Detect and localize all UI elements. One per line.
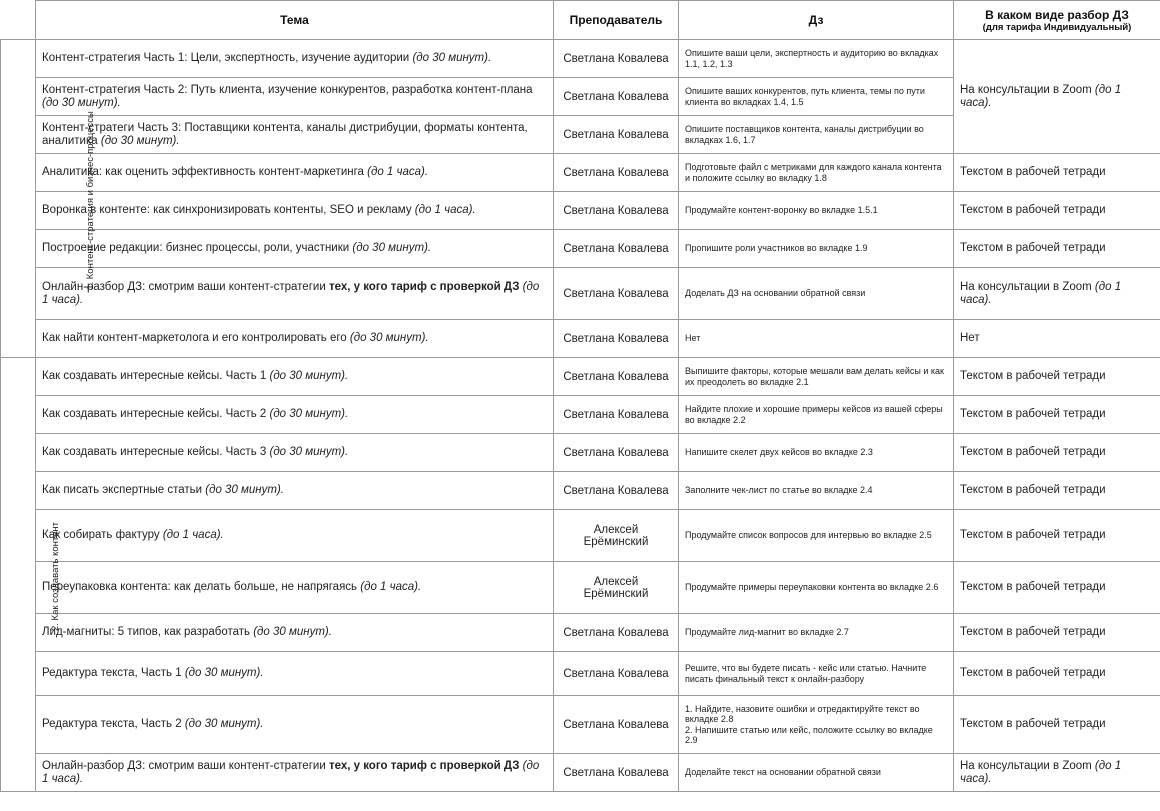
- homework-text: Продумайте контент-воронку во вкладке 1.5.1: [685, 205, 878, 216]
- review-format-text: Текстом в рабочей тетради: [960, 529, 1106, 541]
- topic-duration: (до 30 минут).: [42, 96, 121, 109]
- section-label-cell: [1, 358, 62, 792]
- homework-cell: [679, 472, 954, 510]
- topic-text: Как создавать интересные кейсы. Часть 1: [42, 370, 267, 382]
- teacher-name: Светлана Ковалева: [563, 332, 669, 345]
- homework-text: Выпишите факторы, которые мешали вам делать кейсы и как их преодолеть во вкладке 2.1: [685, 366, 944, 387]
- homework-text: Нет: [685, 333, 701, 344]
- topic-text: Редактура текста, Часть 2: [42, 718, 182, 730]
- teacher-cell: [554, 510, 679, 562]
- review-format-text: Текстом в рабочей тетради: [960, 484, 1106, 496]
- review-format-text: Текстом в рабочей тетради: [960, 667, 1106, 679]
- teacher-name: Светлана Ковалева: [563, 166, 669, 179]
- homework-cell: [679, 154, 954, 192]
- teacher-cell: [554, 78, 679, 116]
- topic-duration: (до 1 часа).: [367, 166, 429, 178]
- table-row: [1, 396, 1160, 434]
- teacher-cell: [554, 192, 679, 230]
- review-format-text: Текстом в рабочей тетради: [960, 626, 1106, 638]
- review-format-text: На консультации в Zoom: [960, 83, 1092, 96]
- topic-duration: (до 30 минут).: [269, 370, 349, 382]
- table-row: [1, 754, 1160, 792]
- homework-cell: [679, 562, 954, 614]
- homework-text: Решите, что вы будете писать - кейс или статью. Начните писать финальный текст к онлайн-разбору: [685, 663, 927, 684]
- topic-text: Контент-стратегия Часть 1: Цели, экспертность, изучение аудитории: [42, 52, 410, 64]
- teacher-name: Светлана Ковалева: [563, 52, 669, 65]
- review-format-cell: [954, 614, 1160, 652]
- review-format-text: Текстом в рабочей тетради: [960, 242, 1106, 254]
- homework-text: Доделать ДЗ на основании обратной связи: [685, 288, 866, 299]
- topic-text: Как писать экспертные статьи: [42, 484, 203, 496]
- homework-cell: [679, 40, 954, 78]
- topic-duration: (до 30 минут).: [184, 667, 264, 679]
- review-format-cell: [954, 40, 1160, 154]
- review-format-duration: (до 1 часа).: [960, 83, 1122, 109]
- homework-text: Пропишите роли участников во вкладке 1.9: [685, 243, 868, 254]
- header-row: [1, 1, 1160, 40]
- review-format-text: Нет: [960, 332, 980, 344]
- homework-text: Продумайте лид-магнит во вкладке 2.7: [685, 627, 849, 638]
- review-format-cell: [954, 696, 1160, 754]
- homework-text: Подготовьте файл с метриками для каждого канала контента и положите ссылку во вкладку 1.8: [685, 162, 942, 183]
- table-row: [1, 358, 1160, 396]
- homework-text: Напишите скелет двух кейсов во вкладке 2.3: [685, 447, 873, 458]
- topic-text: Онлайн-разбор ДЗ: смотрим ваши контент-стратегии: [42, 759, 326, 772]
- teacher-name: Светлана Ковалева: [563, 446, 669, 459]
- topic-text: Как собирать фактуру: [42, 529, 160, 541]
- homework-cell: [679, 320, 954, 358]
- teacher-cell: [554, 40, 679, 78]
- topic-cell: [36, 434, 554, 472]
- topic-text: Как найти контент-маркетолога и его контролировать его: [42, 332, 347, 344]
- homework-cell: [679, 396, 954, 434]
- section-label: 2. Как создавать контент: [50, 521, 62, 631]
- teacher-name: Светлана Ковалева: [563, 204, 669, 217]
- topic-duration: (до 1 часа).: [42, 280, 540, 306]
- topic-cell: [36, 472, 554, 510]
- table-row: [1, 268, 1160, 320]
- teacher-cell: [554, 116, 679, 154]
- teacher-name: Светлана Ковалева: [563, 408, 669, 421]
- teacher-name: Светлана Ковалева: [563, 128, 669, 141]
- review-format-cell: [954, 562, 1160, 614]
- topic-text: Онлайн-разбор ДЗ: смотрим ваши контент-стратегии: [42, 280, 326, 293]
- review-format-cell: [954, 472, 1160, 510]
- table-row: [1, 652, 1160, 696]
- teacher-name: Светлана Ковалева: [563, 766, 669, 779]
- topic-cell: [36, 754, 554, 792]
- topic-duration: (до 30 минут).: [412, 52, 492, 64]
- table-row: [1, 434, 1160, 472]
- table-row: [1, 230, 1160, 268]
- teacher-cell: [554, 434, 679, 472]
- homework-text: Найдите плохие и хорошие примеры кейсов из вашей сферы во вкладке 2.2: [685, 404, 943, 425]
- teacher-cell: [554, 614, 679, 652]
- topic-duration: (до 30 минут).: [205, 484, 284, 496]
- teacher-name: Светлана Ковалева: [563, 667, 669, 680]
- topic-duration: (до 30 минут).: [100, 134, 180, 147]
- topic-duration: (до 30 минут).: [349, 332, 429, 344]
- topic-text: Аналитика: как оценить эффективность контент-маркетинга: [42, 166, 364, 178]
- homework-text: Продумайте примеры переупаковки контента во вкладке 2.6: [685, 582, 939, 593]
- review-format-cell: [954, 268, 1160, 320]
- review-format-subtitle: (для тарифа Индивидуальный): [982, 21, 1132, 33]
- homework-text: Заполните чек-лист по статье во вкладке 2.4: [685, 485, 873, 496]
- topic-duration: (до 1 часа).: [414, 204, 476, 216]
- table-body: [1, 40, 1160, 792]
- topic-cell: [36, 358, 554, 396]
- topic-cell: [36, 78, 554, 116]
- topic-cell: [36, 268, 554, 320]
- review-format-cell: [954, 652, 1160, 696]
- topic-duration: (до 1 часа).: [360, 581, 422, 593]
- review-format-text: Текстом в рабочей тетради: [960, 581, 1106, 593]
- review-format-text: Текстом в рабочей тетради: [960, 166, 1106, 178]
- teacher-name: Алексей Ерёминский: [583, 575, 649, 600]
- review-format-text: На консультации в Zoom: [960, 280, 1092, 293]
- homework-text: Доделайте текст на основании обратной связи: [685, 767, 881, 778]
- homework-cell: [679, 230, 954, 268]
- topic-highlight: тех, у кого тариф с проверкой ДЗ: [328, 759, 520, 772]
- review-format-header: [954, 1, 1160, 40]
- homework-text: 1. Найдите, назовите ошибки и отредактируйте текст во вкладке 2.8 2. Напишите статью или кейс, положите ссылку во вкладке 2.9: [685, 703, 933, 745]
- review-format-cell: [954, 320, 1160, 358]
- review-format-text: Текстом в рабочей тетради: [960, 204, 1106, 216]
- topic-text: Лид-магниты: 5 типов, как разработать: [42, 626, 251, 638]
- teacher-cell: [554, 472, 679, 510]
- homework-cell: [679, 510, 954, 562]
- teacher-cell: [554, 696, 679, 754]
- homework-cell: [679, 116, 954, 154]
- topic-cell: [36, 154, 554, 192]
- teacher-name: Светлана Ковалева: [563, 718, 669, 731]
- topic-cell: [36, 652, 554, 696]
- teacher-name: Светлана Ковалева: [563, 90, 669, 103]
- topic-text: Как создавать интересные кейсы. Часть 3: [42, 446, 267, 458]
- topic-duration: (до 30 минут).: [352, 242, 432, 254]
- topic-highlight: тех, у кого тариф с проверкой ДЗ: [328, 280, 520, 293]
- review-format-text: Текстом в рабочей тетради: [960, 370, 1106, 382]
- topic-cell: [36, 40, 554, 78]
- topic-cell: [36, 192, 554, 230]
- review-format-duration: (до 1 часа).: [960, 280, 1122, 306]
- topic-text: Воронка в контенте: как синхронизировать контенты, SEO и рекламу: [42, 204, 412, 216]
- table-row: [1, 562, 1160, 614]
- teacher-cell: [554, 652, 679, 696]
- topic-text: Редактура текста, Часть 1: [42, 667, 182, 679]
- homework-cell: [679, 78, 954, 116]
- teacher-cell: [554, 320, 679, 358]
- topic-duration: (до 30 минут).: [184, 718, 264, 730]
- review-format-cell: [954, 510, 1160, 562]
- topic-header: Тема: [36, 1, 554, 40]
- topic-duration: (до 30 минут).: [253, 626, 332, 638]
- teacher-cell: [554, 358, 679, 396]
- review-format-text: Текстом в рабочей тетради: [960, 408, 1106, 420]
- topic-text: Переупаковка контента: как делать больше, не напрягаясь: [42, 581, 358, 593]
- topic-cell: [36, 396, 554, 434]
- table-row: [1, 192, 1160, 230]
- homework-cell: [679, 434, 954, 472]
- homework-cell: [679, 268, 954, 320]
- topic-cell: [36, 614, 554, 652]
- topic-text: Построение редакции: бизнес процессы, роли, участники: [42, 242, 350, 254]
- topic-duration: (до 30 минут).: [269, 446, 349, 458]
- homework-cell: [679, 192, 954, 230]
- teacher-header: Преподаватель: [554, 1, 679, 40]
- review-format-cell: [954, 192, 1160, 230]
- teacher-cell: [554, 562, 679, 614]
- review-format-cell: [954, 434, 1160, 472]
- teacher-name: Светлана Ковалева: [563, 370, 669, 383]
- topic-cell: [36, 230, 554, 268]
- teacher-name: Светлана Ковалева: [563, 484, 669, 497]
- homework-cell: [679, 696, 954, 754]
- homework-cell: [679, 754, 954, 792]
- table-row: [1, 320, 1160, 358]
- review-format-text: На консультации в Zoom: [960, 759, 1092, 772]
- hw-header: Дз: [679, 1, 954, 40]
- review-format-duration: (до 1 часа).: [960, 759, 1122, 785]
- teacher-cell: [554, 754, 679, 792]
- teacher-name: Светлана Ковалева: [563, 626, 669, 639]
- review-format-title: В каком виде разбор ДЗ: [985, 7, 1129, 22]
- homework-cell: [679, 652, 954, 696]
- review-format-cell: [954, 754, 1160, 792]
- teacher-cell: [554, 396, 679, 434]
- topic-cell: [36, 320, 554, 358]
- review-format-cell: [954, 396, 1160, 434]
- review-format-cell: [954, 154, 1160, 192]
- table-row: [1, 472, 1160, 510]
- teacher-cell: [554, 268, 679, 320]
- table-row: [1, 510, 1160, 562]
- topic-text: Как создавать интересные кейсы. Часть 2: [42, 408, 267, 420]
- table-row: [1, 696, 1160, 754]
- topic-cell: [36, 562, 554, 614]
- review-format-cell: [954, 358, 1160, 396]
- topic-duration: (до 1 часа).: [162, 529, 224, 541]
- table-row: [1, 154, 1160, 192]
- topic-cell: [36, 510, 554, 562]
- review-format-text: Текстом в рабочей тетради: [960, 718, 1106, 730]
- homework-text: Опишите ваши цели, экспертность и аудиторию во вкладках 1.1, 1.2, 1.3: [685, 48, 939, 69]
- homework-text: Опишите ваших конкурентов, путь клиента, темы по пути клиента во вкладках 1.4, 1.5: [685, 86, 925, 107]
- table-row: [1, 614, 1160, 652]
- teacher-name: Светлана Ковалева: [563, 242, 669, 255]
- teacher-cell: [554, 154, 679, 192]
- review-format-cell: [954, 230, 1160, 268]
- topic-text: Контент-стратегия Часть 2: Путь клиента, изучение конкурентов, разработка контент-плана: [42, 83, 533, 96]
- homework-text: Опишите поставщиков контента, каналы дистрибуции во вкладках 1.6, 1.7: [685, 124, 924, 145]
- teacher-cell: [554, 230, 679, 268]
- teacher-name: Алексей Ерёминский: [583, 523, 649, 548]
- topic-cell: [36, 696, 554, 754]
- homework-cell: [679, 358, 954, 396]
- table-row: [1, 40, 1160, 78]
- topic-duration: (до 1 часа).: [42, 759, 540, 785]
- topic-text: Контент-стратеги Часть 3: Поставщики контента, каналы дистрибуции, форматы контента, аналитика: [42, 121, 528, 147]
- section-label: 1. Контент-стратегия и бизнес-процессы: [84, 110, 96, 290]
- topic-cell: [36, 116, 554, 154]
- homework-text: Продумайте список вопросов для интервью во вкладке 2.5: [685, 530, 932, 541]
- homework-cell: [679, 614, 954, 652]
- section-header: [1, 1, 36, 40]
- topic-duration: (до 30 минут).: [269, 408, 349, 420]
- teacher-name: Светлана Ковалева: [563, 287, 669, 300]
- review-format-text: Текстом в рабочей тетради: [960, 446, 1106, 458]
